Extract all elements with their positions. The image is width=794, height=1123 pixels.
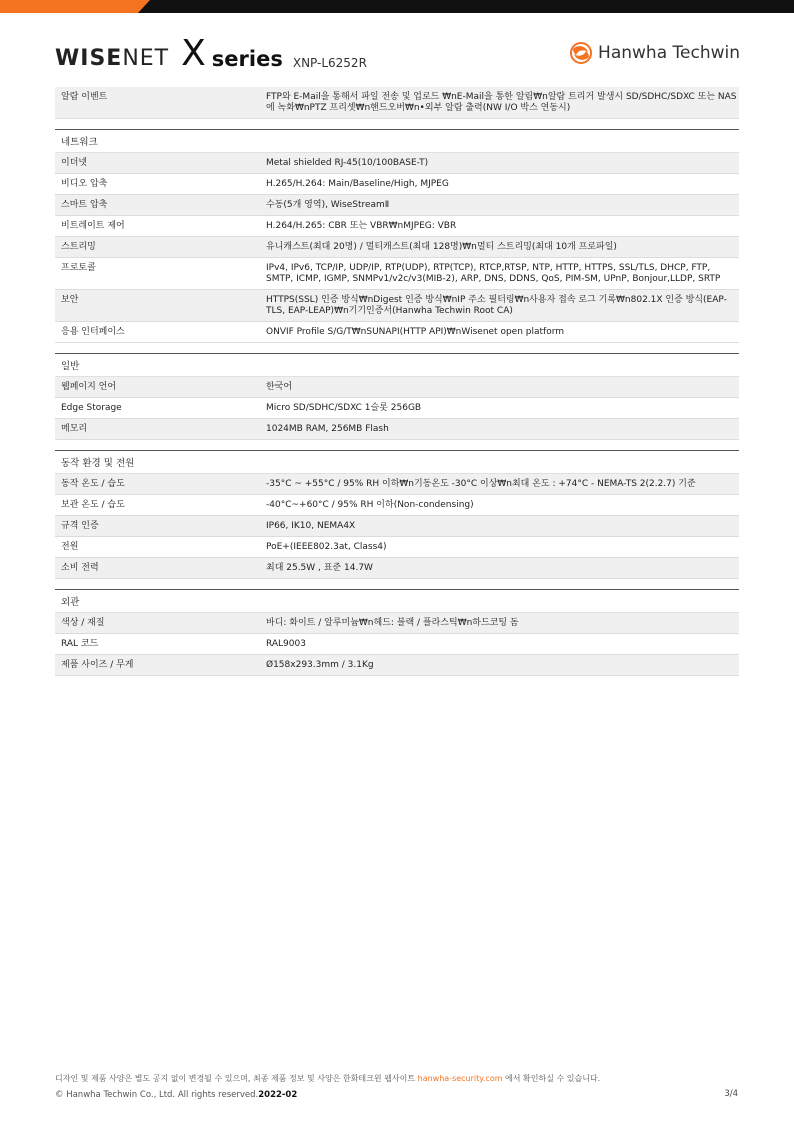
top-bar xyxy=(0,0,794,13)
spec-key: 비트레이트 제어 xyxy=(61,221,125,231)
spec-value: Metal shielded RJ-45(10/100BASE-T) xyxy=(266,158,429,168)
company-name: Hanwha Techwin xyxy=(598,43,740,63)
spec-value: H.265/H.264: Main/Baseline/High, MJPEG xyxy=(266,179,449,189)
spec-key: 보안 xyxy=(61,295,79,305)
spec-row xyxy=(55,613,739,634)
top-bar-accent xyxy=(0,0,150,13)
spec-key: 메모리 xyxy=(61,424,88,434)
spec-value: 수동(5개 영역), WiseStreamⅡ xyxy=(266,200,390,210)
section-title: 네트워크 xyxy=(55,129,739,153)
spec-key: 동작 온도 / 습도 xyxy=(61,479,125,489)
footer-note xyxy=(55,1073,600,1084)
spec-table xyxy=(55,87,739,676)
section-rows xyxy=(55,377,739,440)
spec-value: FTP와 E-Mail을 통해서 파일 전송 및 업로드 ₩nE-Mail을 통한 알림₩n알람 트리거 발생시 SD/SDHC/SDXC 또는 NAS에 녹화₩nPTZ 프리셋₩n핸드오버₩n•외부 알람 출력(NW I/O 박스 연동시) xyxy=(266,92,737,113)
spec-section xyxy=(55,450,739,579)
spec-section xyxy=(55,87,739,119)
copyright-text: © Hanwha Techwin Co., Ltd. All rights reserved. xyxy=(55,1090,259,1100)
brand-wise-text: WISE xyxy=(55,46,123,71)
spec-row xyxy=(55,87,739,119)
section-title: 외관 xyxy=(55,589,739,613)
spec-key: 색상 / 재질 xyxy=(61,618,105,628)
spec-row xyxy=(55,516,739,537)
spec-row xyxy=(55,634,739,655)
spec-row xyxy=(55,216,739,237)
publish-date: 2022-02 xyxy=(258,1090,298,1100)
spec-value: IP66, IK10, NEMA4X xyxy=(266,521,356,531)
section-rows xyxy=(55,87,739,119)
spec-value: -35°C ~ +55°C / 95% RH 이하₩n기동온도 -30°C 이상₩n최대 온도 : +74°C - NEMA-TS 2(2.2.7) 기준 xyxy=(266,479,696,489)
spec-value: 최대 25.5W , 표준 14.7W xyxy=(266,563,373,573)
spec-value: 바디: 화이트 / 알루미늄₩n헤드: 블랙 / 플라스틱₩n하드코팅 돔 xyxy=(266,618,519,628)
spec-row xyxy=(55,558,739,579)
spec-key: Edge Storage xyxy=(61,403,122,413)
spec-key: 보관 온도 / 습도 xyxy=(61,500,125,510)
spec-value: PoE+(IEEE802.3at, Class4) xyxy=(266,542,387,552)
spec-value: 유니캐스트(최대 20명) / 멀티캐스트(최대 128명)₩n멀티 스트리밍(최대 10개 프로파일) xyxy=(266,242,617,252)
company-logo xyxy=(568,40,740,66)
spec-key: 웹페이지 언어 xyxy=(61,382,117,392)
spec-value: -40°C~+60°C / 95% RH 이하(Non-condensing) xyxy=(266,500,474,510)
brand-series-text: series xyxy=(211,47,283,71)
spec-value: RAL9003 xyxy=(266,639,306,649)
spec-value: IPv4, IPv6, TCP/IP, UDP/IP, RTP(UDP), RTP(TCP), RTCP,RTSP, NTP, HTTP, HTTPS, SSL/TLS, DHCP, FTP, SMTP, ICMP, IGMP, SNMPv1/v2c/v3(MIB-2), ARP, DNS, DDNS, QoS, PIM-SM, UPnP, Bonjour,LLDP, SRTP xyxy=(266,263,721,284)
spec-section xyxy=(55,589,739,676)
spec-row xyxy=(55,495,739,516)
spec-row xyxy=(55,237,739,258)
product-brand xyxy=(55,33,367,75)
footer-note-text: 디자인 및 제품 사양은 별도 공지 없이 변경될 수 있으며, 최종 제품 정보 및 사양은 한화테크윈 웹사이트 xyxy=(55,1074,418,1083)
spec-value: Ø158x293.3mm / 3.1Kg xyxy=(266,660,374,670)
spec-value: Micro SD/SDHC/SDXC 1슬롯 256GB xyxy=(266,403,422,413)
spec-row xyxy=(55,322,739,343)
spec-row xyxy=(55,474,739,495)
spec-key: RAL 코드 xyxy=(61,639,99,649)
spec-row xyxy=(55,377,739,398)
section-rows xyxy=(55,153,739,343)
section-title: 동작 환경 및 전원 xyxy=(55,450,739,474)
spec-key: 응용 인터페이스 xyxy=(61,327,125,337)
brand-x-text: X xyxy=(181,33,206,75)
spec-value: H.264/H.265: CBR 또는 VBR₩nMJPEG: VBR xyxy=(266,221,457,231)
spec-row xyxy=(55,258,739,290)
section-rows xyxy=(55,613,739,676)
spec-value: ONVIF Profile S/G/T₩nSUNAPI(HTTP API)₩nWisenet open platform xyxy=(266,327,565,337)
spec-row xyxy=(55,537,739,558)
brand-net-text: NET xyxy=(122,46,170,71)
model-number: XNP-L6252R xyxy=(292,56,367,70)
spec-key: 비디오 압축 xyxy=(61,179,108,189)
spec-row xyxy=(55,655,739,676)
spec-value: 한국어 xyxy=(266,382,293,392)
spec-key: 전원 xyxy=(61,542,79,552)
spec-key: 프로토콜 xyxy=(61,263,96,273)
spec-key: 제품 사이즈 / 무게 xyxy=(61,660,134,670)
spec-row xyxy=(55,174,739,195)
spec-section xyxy=(55,353,739,440)
footer-copyright xyxy=(55,1090,297,1100)
footer-link[interactable]: hanwha-security.com xyxy=(417,1074,503,1083)
hanwha-swirl-icon xyxy=(568,40,594,66)
spec-key: 스트리밍 xyxy=(61,242,96,252)
section-title: 일반 xyxy=(55,353,739,377)
spec-row xyxy=(55,195,739,216)
spec-section xyxy=(55,129,739,343)
spec-key: 알람 이벤트 xyxy=(61,92,108,102)
page-number: 3/4 xyxy=(724,1089,738,1099)
spec-key: 소비 전력 xyxy=(61,563,99,573)
spec-row xyxy=(55,398,739,419)
section-rows xyxy=(55,474,739,579)
spec-row xyxy=(55,290,739,322)
footer-note-tail: 에서 확인하실 수 있습니다. xyxy=(502,1074,601,1083)
spec-key: 이더넷 xyxy=(61,158,88,168)
spec-value: 1024MB RAM, 256MB Flash xyxy=(266,424,389,434)
spec-row xyxy=(55,153,739,174)
spec-row xyxy=(55,419,739,440)
spec-key: 규격 인증 xyxy=(61,521,99,531)
spec-value: HTTPS(SSL) 인증 방식₩nDigest 인증 방식₩nIP 주소 필터링₩n사용자 접속 로그 기록₩n802.1X 인증 방식(EAP-TLS, EAP-LEAP)₩n기기인증서(Hanwha Techwin Root CA) xyxy=(266,295,727,316)
spec-key: 스마트 압축 xyxy=(61,200,108,210)
